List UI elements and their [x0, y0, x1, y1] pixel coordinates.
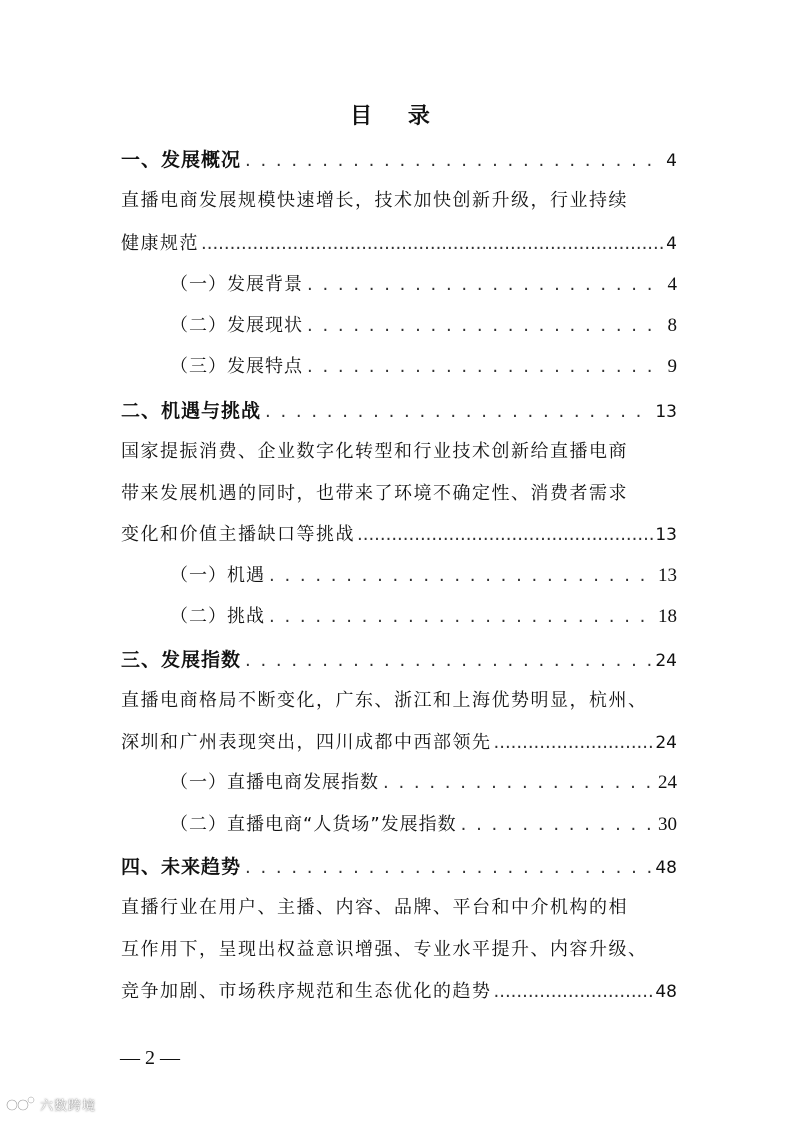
dot-leader	[494, 728, 654, 758]
toc-page-number: 48	[655, 858, 677, 878]
toc-subentry[interactable]	[170, 810, 677, 840]
toc-summary-entry[interactable]	[121, 229, 677, 259]
toc-summary-label: 健康规范	[121, 233, 199, 254]
toc-subentry-label: （一）直播电商发展指数	[170, 772, 379, 793]
toc-subentry-label: （二）发展现状	[170, 315, 303, 336]
toc-page-number: 30	[658, 814, 677, 835]
dot-leader	[383, 768, 654, 798]
toc-page-number: 9	[667, 356, 677, 377]
dot-leader	[307, 311, 664, 341]
toc-summary-line: 直播电商格局不断变化，广东、浙江和上海优势明显，杭州、	[121, 690, 648, 711]
dot-leader	[494, 977, 654, 1007]
toc-subentry-label: （二）直播电商“人货场”发展指数	[170, 814, 457, 835]
toc-summary-label: 深圳和广州表现突出，四川成都中西部领先	[121, 732, 492, 753]
page-number: — 2 —	[120, 1047, 180, 1069]
dot-leader	[269, 561, 654, 591]
toc-heading-trends[interactable]	[121, 852, 677, 882]
toc-heading-overview[interactable]	[121, 145, 677, 175]
toc-page-number: 24	[655, 733, 677, 753]
toc-page-number: 4	[667, 274, 677, 295]
toc-page-number: 4	[666, 234, 677, 254]
toc-summary-entry[interactable]	[121, 520, 677, 550]
toc-summary-line: 直播电商发展规模快速增长，技术加快创新升级，行业持续	[121, 190, 628, 211]
dot-leader	[201, 229, 664, 259]
toc-subentry-label: （三）发展特点	[170, 356, 303, 377]
page-title: 目 录	[350, 104, 444, 129]
toc-summary-label: 变化和价值主播缺口等挑战	[121, 524, 355, 545]
toc-page-number: 24	[655, 651, 677, 671]
toc-heading-opportunities[interactable]	[121, 396, 677, 426]
toc-page-number: 13	[655, 525, 677, 545]
dot-leader	[269, 602, 654, 632]
toc-heading-label: 一、发展概况	[121, 149, 242, 171]
watermark-logo-icon	[6, 1094, 36, 1114]
watermark-text: 六数跨境	[40, 1098, 97, 1114]
dot-leader	[245, 646, 651, 676]
toc-subentry[interactable]	[170, 270, 677, 300]
toc-summary-entry[interactable]	[121, 977, 677, 1007]
toc-page-number: 24	[658, 772, 677, 793]
dot-leader	[461, 810, 654, 840]
toc-summary-line: 互作用下，呈现出权益意识增强、专业水平提升、内容升级、	[121, 939, 648, 960]
dot-leader	[265, 397, 651, 427]
watermark	[6, 1092, 126, 1116]
dot-leader	[307, 352, 664, 382]
toc-summary-entry[interactable]	[121, 728, 677, 758]
toc-summary-line: 国家提振消费、企业数字化转型和行业技术创新给直播电商	[121, 441, 628, 462]
toc-page-number: 18	[658, 606, 677, 627]
dot-leader	[245, 853, 651, 883]
dot-leader	[357, 520, 653, 550]
toc-page-number: 13	[658, 565, 677, 586]
toc-summary-line: 带来发展机遇的同时，也带来了环境不确定性、消费者需求	[121, 483, 628, 504]
toc-page-number: 13	[655, 402, 677, 422]
toc-subentry-label: （二）挑战	[170, 606, 265, 627]
toc-heading-label: 三、发展指数	[121, 649, 242, 671]
dot-leader	[245, 146, 662, 176]
toc-subentry[interactable]	[170, 602, 677, 632]
toc-subentry-label: （一）机遇	[170, 565, 265, 586]
toc-page-number: 48	[655, 982, 677, 1002]
toc-subentry[interactable]	[170, 561, 677, 591]
toc-heading-label: 四、未来趋势	[121, 856, 242, 878]
toc-subentry[interactable]	[170, 311, 677, 341]
toc-subentry[interactable]	[170, 352, 677, 382]
toc-page-number: 4	[666, 151, 677, 171]
dot-leader	[307, 270, 664, 300]
toc-summary-line: 直播行业在用户、主播、内容、品牌、平台和中介机构的相	[121, 897, 628, 918]
toc-subentry-label: （一）发展背景	[170, 274, 303, 295]
toc-heading-label: 二、机遇与挑战	[121, 400, 262, 422]
toc-summary-label: 竞争加剧、市场秩序规范和生态优化的趋势	[121, 981, 492, 1002]
toc-page-number: 8	[667, 315, 677, 336]
toc-heading-index[interactable]	[121, 645, 677, 675]
toc-subentry[interactable]	[170, 768, 677, 798]
